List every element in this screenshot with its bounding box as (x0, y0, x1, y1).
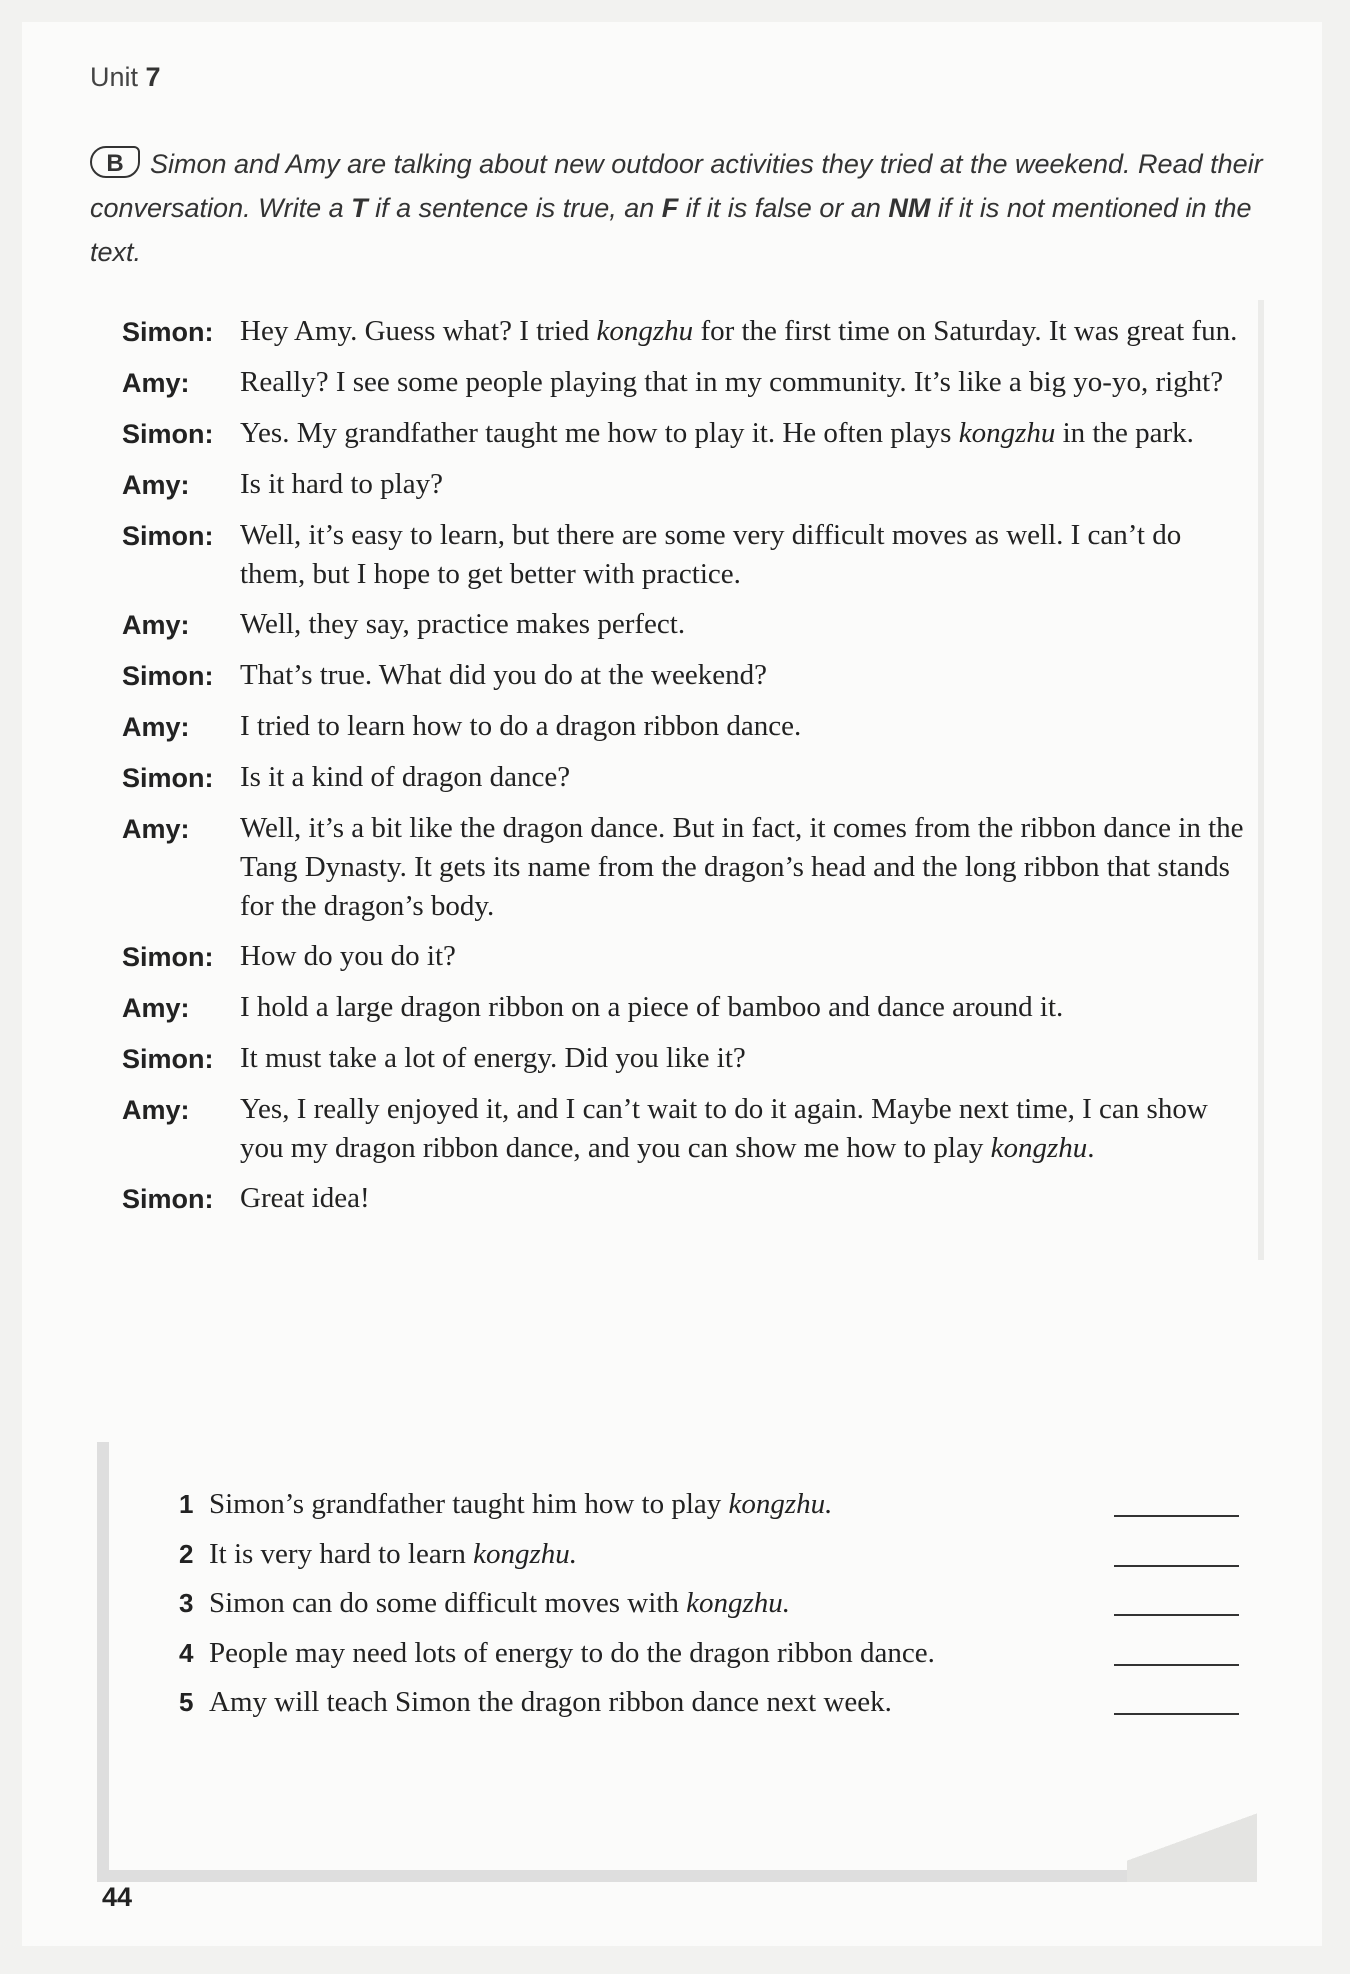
unit-number: 7 (145, 62, 161, 92)
speech-text (240, 988, 1252, 1028)
text-segment: Amy will teach Simon the dragon ribbon dance next week. (209, 1686, 892, 1718)
text-segment: Well, they say, practice makes perfect. (240, 608, 686, 640)
italic-term: kongzhu. (686, 1587, 791, 1619)
instruction-text: if a sentence is true, an (367, 193, 662, 223)
dialogue-line (122, 414, 1252, 454)
question-text (209, 1581, 790, 1625)
speech-text (240, 363, 1252, 403)
speech-text (240, 1179, 1252, 1219)
dialogue-line (122, 465, 1252, 505)
exercise-instruction (90, 142, 1290, 274)
question-number: 3 (179, 1588, 194, 1618)
dialogue-line (122, 312, 1252, 352)
unit-label: Unit (90, 62, 139, 92)
italic-term: kongzhu (596, 315, 694, 347)
speaker-name: Amy: (122, 712, 190, 742)
text-segment: Well, it’s easy to learn, but there are some very difficult moves as well. I can’t do them, but I hope to get better with practice. (240, 519, 1182, 590)
speech-text (240, 516, 1252, 594)
text-segment: It must take a lot of energy. Did you like it? (240, 1042, 746, 1074)
question-text (209, 1482, 832, 1526)
questions-box (97, 1442, 1247, 1882)
speech-text (240, 414, 1252, 454)
dialogue-line (122, 937, 1252, 977)
dialogue-line (122, 516, 1252, 594)
speech-text (240, 605, 1252, 645)
dialogue-line (122, 1179, 1252, 1219)
question-text (209, 1680, 892, 1724)
speech-text (240, 809, 1252, 926)
question-number: 4 (179, 1637, 194, 1668)
speech-text (240, 656, 1252, 696)
speech-text (240, 758, 1252, 798)
dialogue-line (122, 809, 1252, 926)
question-text (209, 1631, 935, 1675)
speaker-name: Amy: (122, 610, 190, 640)
question-item (179, 1680, 1239, 1724)
text-segment: Hey Amy. Guess what? I tried (240, 315, 597, 347)
text-segment: Well, it’s a bit like the dragon dance. But in fact, it comes from the ribbon dance in the Tang Dynasty. It gets its name from the dragon’s head and the long ribbon that stands for the dragon’s body. (240, 812, 1244, 922)
instruction-nm: NM (888, 193, 931, 223)
page-number: 44 (102, 1882, 133, 1912)
speaker-name: Simon: (122, 317, 214, 347)
answer-blank[interactable] (1114, 1664, 1239, 1666)
dialogue-line (122, 1039, 1252, 1079)
text-segment: Yes. My grandfather taught me how to play it. He often plays (240, 417, 959, 449)
question-item (179, 1581, 1239, 1625)
dialogue-line (122, 605, 1252, 645)
question-item (179, 1631, 1239, 1675)
speech-text (240, 707, 1252, 747)
instruction-text: if it is false or an (678, 193, 889, 223)
speaker-name: Amy: (122, 368, 190, 398)
dialogue-line (122, 1090, 1252, 1168)
speaker-name: Simon: (122, 942, 214, 972)
dialogue-line (122, 758, 1252, 798)
speech-text (240, 312, 1252, 352)
speaker-name: Amy: (122, 1095, 190, 1125)
text-segment: How do you do it? (240, 940, 456, 972)
dialogue-line (122, 363, 1252, 403)
speech-text (240, 1039, 1252, 1079)
text-segment: That’s true. What did you do at the weekend? (240, 659, 767, 691)
question-text (209, 1532, 577, 1576)
text-segment: I hold a large dragon ribbon on a piece of bamboo and dance around it. (240, 991, 1064, 1023)
text-segment: Is it hard to play? (240, 468, 443, 500)
answer-blank[interactable] (1114, 1515, 1239, 1517)
speaker-name: Simon: (122, 661, 214, 691)
speaker-name: Amy: (122, 993, 190, 1023)
speaker-name: Simon: (122, 521, 214, 551)
answer-blank[interactable] (1114, 1713, 1239, 1715)
speech-text (240, 465, 1252, 505)
text-segment: Great idea! (240, 1182, 370, 1214)
dialogue-line (122, 988, 1252, 1028)
speaker-name: Simon: (122, 419, 214, 449)
text-segment: It is very hard to learn (209, 1537, 474, 1570)
text-segment: Yes, I really enjoyed it, and I can’t wait to do it again. Maybe next time, I can show you my dragon ribbon dance, and you can show me how to play (240, 1093, 1208, 1164)
instruction-t: T (351, 193, 368, 223)
instruction-f: F (661, 193, 679, 223)
question-number: 5 (179, 1687, 194, 1717)
dialogue-line (122, 656, 1252, 696)
text-segment: I tried to learn how to do a dragon ribbon dance. (240, 710, 802, 742)
speaker-name: Simon: (122, 763, 214, 793)
unit-heading (90, 62, 161, 93)
text-segment: Is it a kind of dragon dance? (240, 761, 571, 793)
text-segment: . (1087, 1132, 1095, 1164)
answer-blank[interactable] (1114, 1565, 1239, 1567)
question-number: 1 (179, 1489, 194, 1519)
speech-text (240, 937, 1252, 977)
italic-term: kongzhu. (473, 1537, 578, 1570)
exercise-badge: B (90, 146, 140, 178)
question-number: 2 (179, 1538, 194, 1569)
text-segment: in the park. (1055, 417, 1194, 449)
text-segment: for the first time on Saturday. It was great fun. (693, 315, 1238, 347)
answer-blank[interactable] (1114, 1614, 1239, 1616)
text-segment: Really? I see some people playing that in my community. It’s like a big yo-yo, right? (240, 366, 1224, 398)
question-item (179, 1482, 1239, 1526)
instruction-text: Simon and Amy are talking about new outdoor activities they tried at the weekend. Read their conversation. Write a (90, 149, 1263, 223)
worksheet-page (22, 22, 1322, 1946)
italic-term: kongzhu. (728, 1488, 833, 1520)
speaker-name: Amy: (122, 470, 190, 500)
speaker-name: Simon: (122, 1044, 214, 1074)
instruction-text: if it is not mentioned in the text. (90, 193, 1252, 267)
italic-term: kongzhu (990, 1132, 1088, 1164)
question-item (179, 1532, 1239, 1576)
text-segment: Simon can do some difficult moves with (209, 1587, 687, 1619)
conversation (122, 312, 1252, 1230)
italic-term: kongzhu (958, 417, 1056, 449)
speech-text (240, 1090, 1252, 1168)
speaker-name: Simon: (122, 1184, 214, 1214)
dialogue-line (122, 707, 1252, 747)
text-segment: Simon’s grandfather taught him how to play (209, 1488, 729, 1520)
speaker-name: Amy: (122, 814, 190, 844)
text-segment: People may need lots of energy to do the dragon ribbon dance. (209, 1636, 935, 1669)
